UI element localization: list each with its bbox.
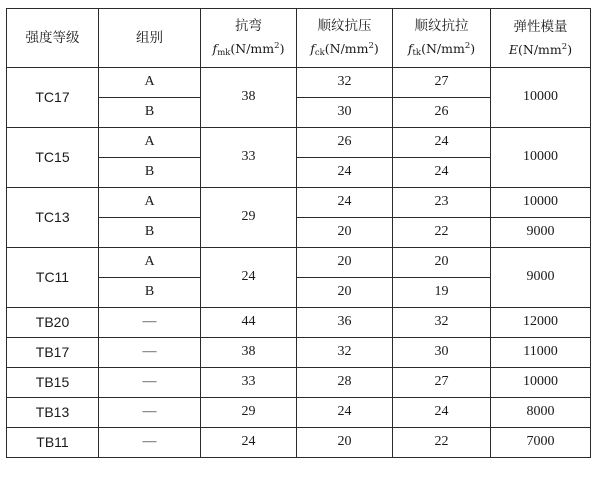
group-cell: — — [99, 398, 201, 428]
tension-unit-text: (N/mm — [421, 40, 465, 56]
modulus-cell: 7000 — [491, 428, 591, 458]
bending-cell: 24 — [201, 248, 297, 308]
compression-cell: 24 — [297, 188, 393, 218]
bending-subscript: mk — [217, 47, 231, 58]
compression-cell: 28 — [297, 368, 393, 398]
compression-symbol: f — [310, 40, 315, 56]
tension-cell: 22 — [393, 428, 491, 458]
header-row — [7, 9, 591, 68]
table-row — [7, 188, 591, 218]
bending-cell: 24 — [201, 428, 297, 458]
header-modulus-unit — [491, 42, 590, 57]
compression-cell: 24 — [297, 158, 393, 188]
compression-cell: 26 — [297, 128, 393, 158]
header-bending — [201, 9, 297, 68]
compression-cell: 20 — [297, 278, 393, 308]
bending-cell: 38 — [201, 68, 297, 128]
modulus-symbol: E — [508, 41, 519, 57]
grade-cell: TC17 — [7, 68, 99, 128]
compression-cell: 32 — [297, 338, 393, 368]
timber-strength-table — [6, 8, 591, 458]
tension-superscript: 2 — [464, 40, 471, 51]
grade-cell: TC11 — [7, 248, 99, 308]
header-tension — [393, 9, 491, 68]
bending-symbol: f — [212, 40, 218, 56]
tension-cell: 30 — [393, 338, 491, 368]
header-group — [99, 9, 201, 68]
tension-cell: 24 — [393, 128, 491, 158]
grade-cell: TC13 — [7, 188, 99, 248]
group-cell: A — [99, 128, 201, 158]
modulus-superscript: 2 — [561, 41, 568, 52]
bending-unit-text: (N/mm — [230, 40, 275, 56]
header-group-label: 组别 — [136, 29, 163, 46]
bending-cell: 33 — [201, 368, 297, 398]
header-bending-label: 抗弯 — [235, 18, 262, 35]
compression-cell: 20 — [297, 248, 393, 278]
bending-superscript: 2 — [274, 40, 280, 51]
modulus-cell: 8000 — [491, 398, 591, 428]
compression-cell: 32 — [297, 68, 393, 98]
tension-subscript: tk — [412, 47, 422, 58]
group-cell: A — [99, 188, 201, 218]
bending-cell: 44 — [201, 308, 297, 338]
group-cell: — — [99, 338, 201, 368]
tension-cell: 24 — [393, 158, 491, 188]
group-cell: B — [99, 278, 201, 308]
tension-cell: 27 — [393, 368, 491, 398]
tension-cell: 22 — [393, 218, 491, 248]
compression-cell: 36 — [297, 308, 393, 338]
tension-cell: 27 — [393, 68, 491, 98]
tension-cell: 24 — [393, 398, 491, 428]
header-compression — [297, 9, 393, 68]
header-grade-label: 强度等级 — [25, 29, 80, 46]
grade-cell: TB15 — [7, 368, 99, 398]
modulus-cell: 10000 — [491, 188, 591, 218]
header-modulus — [491, 9, 591, 68]
table-row — [7, 368, 591, 398]
header-tension-unit — [393, 41, 490, 58]
bending-cell: 38 — [201, 338, 297, 368]
compression-unit-text: (N/mm — [324, 40, 369, 56]
compression-cell: 30 — [297, 98, 393, 128]
modulus-cell: 9000 — [491, 248, 591, 308]
compression-cell: 20 — [297, 428, 393, 458]
bending-cell: 29 — [201, 398, 297, 428]
compression-superscript: 2 — [368, 40, 374, 51]
table-row — [7, 398, 591, 428]
table-row — [7, 308, 591, 338]
grade-cell: TB13 — [7, 398, 99, 428]
table-row — [7, 128, 591, 158]
header-compression-unit — [297, 41, 392, 58]
tension-cell: 19 — [393, 278, 491, 308]
header-compression-label: 顺纹抗压 — [317, 18, 372, 35]
modulus-cell: 11000 — [491, 338, 591, 368]
header-bending-unit — [201, 41, 296, 58]
header-modulus-label: 弹性模量 — [513, 19, 568, 36]
table-header — [7, 9, 591, 68]
table-body — [7, 68, 591, 458]
modulus-unit-close: ) — [567, 41, 573, 57]
grade-cell: TB11 — [7, 428, 99, 458]
tension-cell: 32 — [393, 308, 491, 338]
group-cell: B — [99, 218, 201, 248]
grade-cell: TC15 — [7, 128, 99, 188]
modulus-cell: 10000 — [491, 68, 591, 128]
compression-subscript: ck — [314, 47, 325, 58]
tension-cell: 26 — [393, 98, 491, 128]
table-row — [7, 338, 591, 368]
modulus-unit-text: (N/mm — [518, 41, 562, 57]
tension-cell: 20 — [393, 248, 491, 278]
header-tension-label: 顺纹抗拉 — [414, 18, 469, 35]
compression-unit-close: ) — [373, 40, 379, 56]
table-row — [7, 248, 591, 278]
group-cell: B — [99, 158, 201, 188]
group-cell: A — [99, 248, 201, 278]
group-cell: — — [99, 368, 201, 398]
table-row — [7, 68, 591, 98]
bending-cell: 33 — [201, 128, 297, 188]
header-grade — [7, 9, 99, 68]
compression-cell: 20 — [297, 218, 393, 248]
bending-unit-close: ) — [279, 40, 285, 56]
group-cell: A — [99, 68, 201, 98]
compression-cell: 24 — [297, 398, 393, 428]
modulus-cell: 9000 — [491, 218, 591, 248]
group-cell: — — [99, 308, 201, 338]
modulus-cell: 10000 — [491, 368, 591, 398]
modulus-cell: 10000 — [491, 128, 591, 188]
grade-cell: TB17 — [7, 338, 99, 368]
grade-cell: TB20 — [7, 308, 99, 338]
group-cell: — — [99, 428, 201, 458]
group-cell: B — [99, 98, 201, 128]
tension-symbol: f — [407, 40, 413, 56]
table-row — [7, 428, 591, 458]
tension-unit-close: ) — [470, 40, 476, 56]
tension-cell: 23 — [393, 188, 491, 218]
modulus-cell: 12000 — [491, 308, 591, 338]
bending-cell: 29 — [201, 188, 297, 248]
